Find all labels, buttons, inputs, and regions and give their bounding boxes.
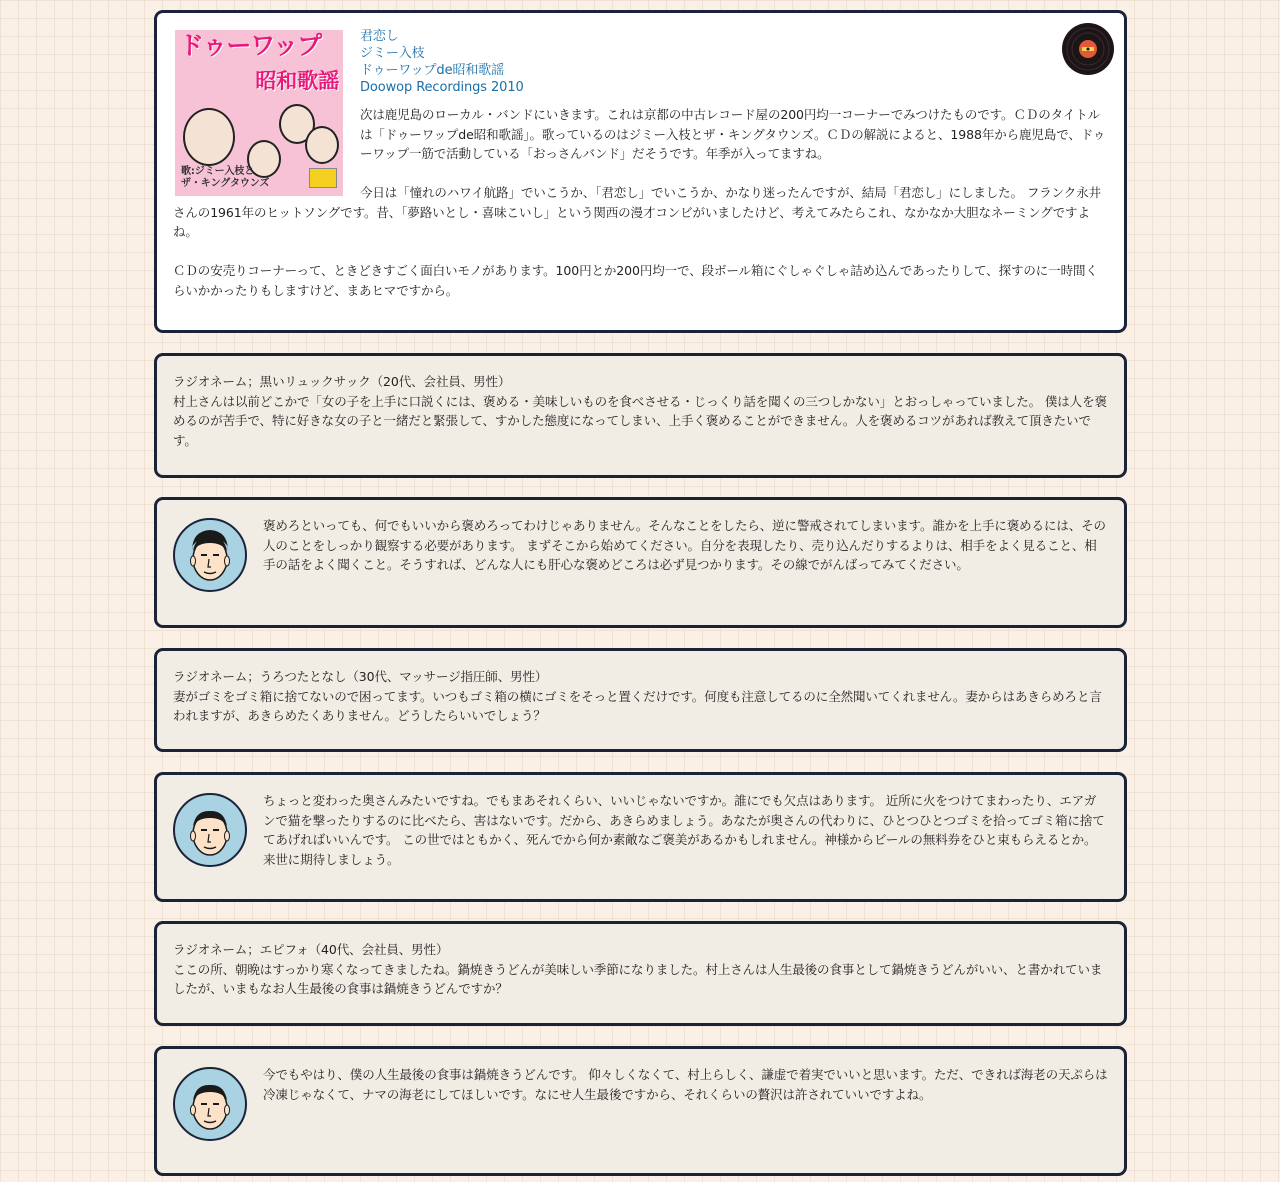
question-text: ここの所、朝晩はすっかり寒くなってきましたね。鍋焼きうどんが美味しい季節になりました。村上さんは人生最後の食事として鍋焼きうどんがいい、と書かれていましたが、いまもなお人生最後の食事は鍋焼きうどんですか？	[173, 961, 1103, 996]
question-card	[154, 353, 1127, 478]
album-cover-image	[175, 30, 343, 196]
question-text: 妻がゴミをゴミ箱に捨てないので困ってます。いつもゴミ箱の横にゴミをそっと置くだけです。何度も注意してるのに全然聞いてくれません。妻からはあきらめろと言われますが、あきらめたくありません。どうしたらいいでしょう？	[173, 688, 1102, 723]
album-title: ドゥーワップde昭和歌謡	[360, 63, 505, 78]
radio-name: ラジオネーム；エピフォ（40代、会社員、男性）	[173, 942, 449, 957]
album-card	[154, 10, 1127, 333]
album-paragraph: 今日は「憧れのハワイ航路」でいこうか、「君恋し」でいこうか、かなり迷ったんですが、結局「君恋し」にしました。 フランク永井さんの1961年のヒットソングです。昔、「夢路いとし・喜味こいし」という関西の漫才コンビがいましたけど、考えてみたらこれ、なかなか大胆なネーミングですよね。	[173, 185, 1102, 239]
answer-card	[154, 497, 1127, 628]
content-column	[154, 10, 1127, 1176]
cover-face-4	[305, 126, 339, 164]
album-paragraph: 次は鹿児島のローカル・バンドにいきます。これは京都の中古レコード屋の200円均一コーナーでみつけたものです。ＣＤのタイトルは「ドゥーワップde昭和歌謡」。歌っているのはジミー入枝とザ・キングタウンズ。ＣＤの解説によると、1988年から鹿児島で、ドゥーワップ一筋で活動している「おっさんバンド」だそうです。年季が入ってますね。	[360, 107, 1106, 161]
cover-face-1	[183, 108, 235, 166]
answer-text: 今でもやはり、僕の人生最後の食事は鍋焼きうどんです。 仰々しくなくて、村上らしく、謙虚で着実でいいと思います。ただ、できれば海老の天ぷらは冷凍じゃなくて、ナマの海老にしてほしいです。なにせ人生最後ですから、それくらいの贅沢は許されていいですよね。	[263, 1067, 1108, 1102]
album-cover-title: ドゥーワップ	[179, 31, 322, 60]
answer-text: 褒めろといっても、何でもいいから褒めろってわけじゃありません。そんなことをしたら、逆に警戒されてしまいます。誰かを上手に褒めるには、その人のことをしっかり観察する必要があります。 まずそこから始めてください。自分を表現したり、売り込んだりするよりは、相手をよく見ること、相手の話をよく聞くこと。そうすれば、どんな人にも肝心な褒めどころは必ず見つかります。その線でがんばってみてください。	[263, 518, 1106, 572]
murakami-avatar-icon	[172, 1066, 248, 1142]
answer-text: ちょっと変わった奥さんみたいですね。でもまあそれくらい、いいじゃないですか。誰にでも欠点はあります。 近所に火をつけてまわったり、エアガンで猫を撃ったりするのに比べたら、害はないです。だから、あきらめましょう。あなたが奥さんの代わりに、ひとつひとつゴミを拾ってゴミ箱に捨ててあげればいいんです。 この世ではともかく、死んでから何か素敵なご褒美があるかもしれません。神様からビールの無料券をひと束もらえるとか。来世に期待しましょう。	[263, 793, 1105, 867]
radio-name: ラジオネーム；うろつたとなし（30代、マッサージ指圧師、男性）	[173, 669, 548, 684]
radio-name: ラジオネーム；黒いリュックサック（20代、会社員、男性）	[173, 374, 511, 389]
album-cover-badge	[309, 168, 337, 188]
vinyl-record-icon	[1061, 22, 1115, 76]
question-card	[154, 921, 1127, 1026]
answer-card	[154, 1046, 1127, 1176]
answer-card	[154, 772, 1127, 902]
question-text: 村上さんは以前どこかで「女の子を上手に口説くには、褒める・美味しいものを食べさせる・じっくり話を聞くの三つしかない」とおっしゃっていました。 僕は人を褒めるのが苦手で、特に好きな女の子と一緒だと緊張して、すかした態度になってしまい、上手く褒めることができません。人を褒めるコツがあれば教えて頂きたいです。	[173, 393, 1107, 448]
murakami-avatar-icon	[172, 517, 248, 593]
question-card	[154, 648, 1127, 752]
song-title: 君恋し	[360, 29, 399, 44]
record-label: Doowop Recordings 2010	[360, 80, 524, 95]
album-cover-subtitle: 昭和歌謡	[255, 69, 339, 93]
album-paragraph: ＣＤの安売りコーナーって、ときどきすごく面白いモノがあります。100円とか200円均一で、段ボール箱にぐしゃぐしゃ詰め込んであったりして、探すのに一時間くらいかかったりもしますけど、まあヒマですから。	[173, 263, 1098, 298]
album-cover-caption: 歌:ジミー入枝と ザ・キングタウンズ	[181, 166, 270, 189]
murakami-avatar-icon	[172, 792, 248, 868]
artist-name: ジミー入枝	[360, 46, 425, 61]
